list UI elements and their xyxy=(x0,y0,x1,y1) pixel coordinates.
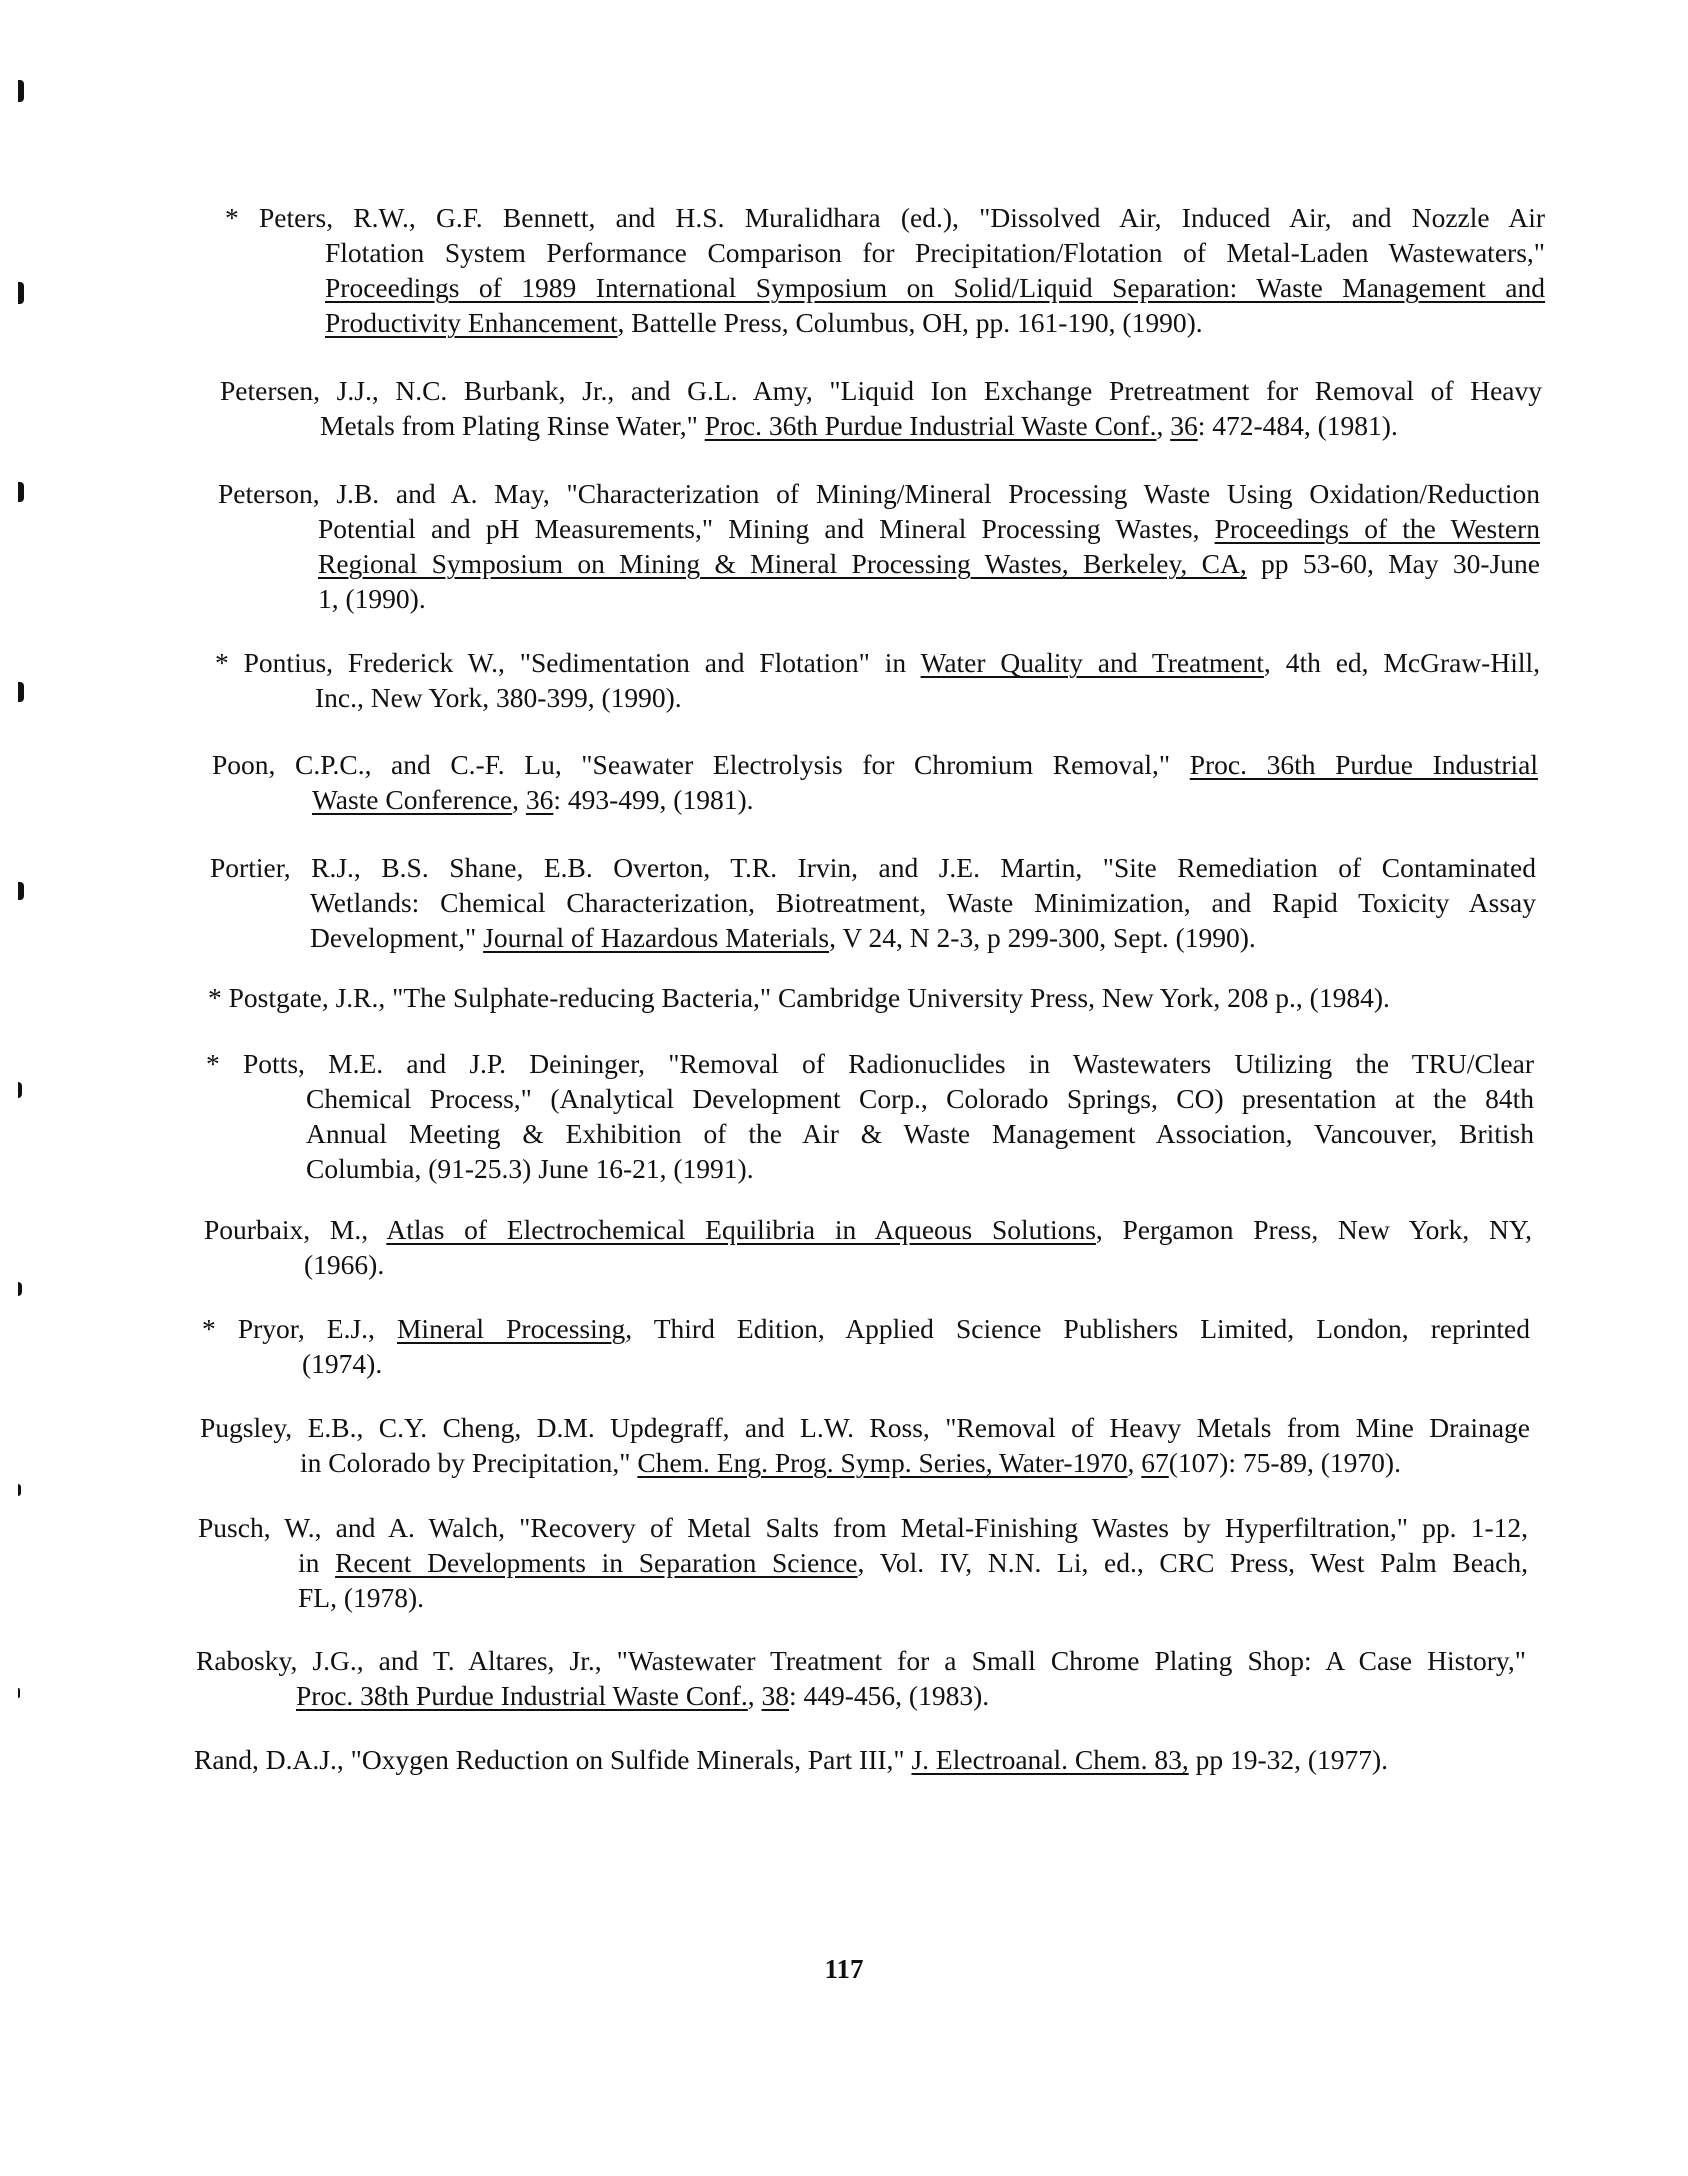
reference-entry xyxy=(210,850,1536,955)
underlined-title: Recent Developments in Separation Science xyxy=(335,1547,858,1578)
reference-entry xyxy=(206,1046,1534,1186)
reference-text: Rand, D.A.J., "Oxygen Reduction on Sulfide Minerals, Part III," xyxy=(194,1744,912,1775)
reference-text: Flotation System Performance Comparison for Precipitation/Flotation of Metal-Laden Wastewaters," xyxy=(325,237,1545,268)
reference-text: * Peters, R.W., G.F. Bennett, and H.S. Muralidhara (ed.), "Dissolved Air, Induced Air, and Nozzle Air xyxy=(225,202,1545,233)
underlined-title: Chem. Eng. Prog. Symp. Series, Water-1970 xyxy=(637,1447,1128,1478)
reference-text: Potential and pH Measurements," Mining and Mineral Processing Wastes, xyxy=(318,513,1215,544)
reference-line xyxy=(194,1742,1524,1777)
reference-text: pp 19-32, (1977). xyxy=(1188,1744,1389,1775)
reference-text: , Vol. IV, N.N. Li, ed., CRC Press, West Palm Beach, xyxy=(857,1547,1529,1578)
underlined-title: 36 xyxy=(1170,410,1198,441)
reference-text: , Third Edition, Applied Science Publishers Limited, London, reprinted xyxy=(625,1313,1530,1344)
underlined-title: Water Quality and Treatment xyxy=(920,647,1264,678)
underlined-title: Productivity Enhancement xyxy=(325,307,618,338)
underlined-title: Atlas of Electrochemical Equilibria in Aqueous Solutions xyxy=(386,1214,1096,1245)
reference-text: , xyxy=(1127,1447,1142,1478)
reference-line xyxy=(300,1445,1530,1480)
reference-line xyxy=(225,200,1545,235)
reference-entry xyxy=(202,1311,1530,1381)
page-number: 117 xyxy=(824,1954,864,1984)
reference-text: Pusch, W., and A. Walch, "Recovery of Metal Salts from Metal-Finishing Wastes by Hyperfiltration," pp. 1-12, xyxy=(198,1512,1528,1543)
reference-entry xyxy=(200,1410,1530,1480)
binding-mark xyxy=(18,1484,21,1496)
underlined-title: 36 xyxy=(525,784,554,815)
reference-line xyxy=(212,747,1538,782)
reference-text: , xyxy=(512,784,526,815)
reference-text: Peterson, J.B. and A. May, "Characterization of Mining/Mineral Processing Waste Using Oxidation/Reduction xyxy=(218,478,1540,509)
binding-mark xyxy=(18,1282,22,1296)
reference-line xyxy=(318,581,1540,616)
reference-text: : 493-499, (1981). xyxy=(553,784,754,815)
reference-line xyxy=(210,850,1536,885)
reference-line xyxy=(325,235,1545,270)
reference-text: Pourbaix, M., xyxy=(204,1214,387,1245)
binding-mark xyxy=(18,1688,20,1698)
reference-line xyxy=(325,270,1545,305)
reference-entry xyxy=(204,1212,1532,1282)
reference-text: Annual Meeting & Exhibition of the Air & Waste Management Association, Vancouver, British xyxy=(306,1118,1534,1149)
reference-line xyxy=(306,1081,1534,1116)
reference-line xyxy=(215,645,1540,680)
underlined-title: Waste Conference xyxy=(312,784,513,815)
underlined-title: Proc. 36th Purdue Industrial Waste Conf. xyxy=(704,410,1157,441)
binding-mark xyxy=(18,1082,22,1098)
reference-text: Chemical Process," (Analytical Development Corp., Colorado Springs, CO) presentation at the 84th xyxy=(306,1083,1534,1114)
reference-text: : 449-456, (1983). xyxy=(789,1680,990,1711)
reference-line xyxy=(304,1247,1532,1282)
reference-entry xyxy=(212,747,1538,817)
reference-line xyxy=(302,1346,1530,1381)
reference-text: (1974). xyxy=(302,1348,383,1379)
reference-entry xyxy=(194,1742,1524,1777)
reference-text: Metals from Plating Rinse Water," xyxy=(320,410,705,441)
reference-text: * Potts, M.E. and J.P. Deininger, "Removal of Radionuclides in Wastewaters Utilizing the TRU/Clear xyxy=(206,1048,1534,1079)
reference-line xyxy=(315,680,1540,715)
reference-line xyxy=(196,1643,1526,1678)
underlined-title: Regional Symposium on Mining & Mineral Processing Wastes, Berkeley, CA, xyxy=(318,548,1247,579)
reference-entry xyxy=(218,476,1540,616)
reference-text: Wetlands: Chemical Characterization, Biotreatment, Waste Minimization, and Rapid Toxicity Assay xyxy=(310,887,1536,918)
reference-line xyxy=(198,1510,1528,1545)
reference-text: (1966). xyxy=(304,1249,385,1280)
reference-text: , xyxy=(747,1680,762,1711)
reference-line xyxy=(206,1046,1534,1081)
underlined-title: Proceedings of 1989 International Symposium on Solid/Liquid Separation: Waste Management and xyxy=(325,272,1545,303)
reference-line xyxy=(298,1545,1528,1580)
reference-entry xyxy=(208,980,1534,1015)
reference-text: * Postgate, J.R., "The Sulphate-reducing Bacteria," Cambridge University Press, New York, 208 p., (1984). xyxy=(208,982,1390,1013)
reference-text: Inc., New York, 380-399, (1990). xyxy=(315,682,682,713)
reference-text: , Battelle Press, Columbus, OH, pp. 161-190, (1990). xyxy=(617,307,1203,338)
reference-line xyxy=(296,1678,1526,1713)
binding-mark xyxy=(18,682,24,702)
binding-mark xyxy=(18,482,24,502)
reference-line xyxy=(310,885,1536,920)
reference-entry xyxy=(215,645,1540,715)
reference-text: 1, (1990). xyxy=(318,583,426,614)
reference-text: , V 24, N 2-3, p 299-300, Sept. (1990). xyxy=(829,922,1256,953)
underlined-title: 38 xyxy=(761,1680,789,1711)
reference-entry xyxy=(196,1643,1526,1713)
binding-mark xyxy=(18,882,24,900)
binding-mark xyxy=(18,282,24,304)
reference-text: Rabosky, J.G., and T. Altares, Jr., "Wastewater Treatment for a Small Chrome Plating Shop: A Case History," xyxy=(196,1645,1526,1676)
underlined-title: Journal of Hazardous Materials xyxy=(483,922,830,953)
underlined-title: J. Electroanal. Chem. 83, xyxy=(911,1744,1189,1775)
reference-line xyxy=(200,1410,1530,1445)
reference-entry xyxy=(198,1510,1528,1615)
reference-text: : 472-484, (1981). xyxy=(1197,410,1398,441)
reference-text: * Pryor, E.J., xyxy=(202,1313,397,1344)
underlined-title: Proc. 36th Purdue Industrial xyxy=(1189,749,1538,780)
reference-text: Poon, C.P.C., and C.-F. Lu, "Seawater Electrolysis for Chromium Removal," xyxy=(212,749,1190,780)
underlined-title: Proc. 38th Purdue Industrial Waste Conf. xyxy=(296,1680,748,1711)
reference-text: Portier, R.J., B.S. Shane, E.B. Overton, T.R. Irvin, and J.E. Martin, "Site Remediation of Contaminated xyxy=(210,852,1536,883)
reference-text: Petersen, J.J., N.C. Burbank, Jr., and G.L. Amy, "Liquid Ion Exchange Pretreatment for Removal of Heavy xyxy=(220,375,1542,406)
reference-line xyxy=(218,476,1540,511)
reference-text: * Pontius, Frederick W., "Sedimentation and Flotation" in xyxy=(215,647,921,678)
reference-entry xyxy=(220,373,1542,443)
reference-text: (107): 75-89, (1970). xyxy=(1168,1447,1401,1478)
underlined-title: Mineral Processing xyxy=(396,1313,626,1344)
reference-text: , Pergamon Press, New York, NY, xyxy=(1095,1214,1533,1245)
reference-line xyxy=(310,920,1536,955)
reference-line xyxy=(298,1580,1528,1615)
reference-line xyxy=(306,1151,1534,1186)
binding-mark xyxy=(18,80,24,102)
underlined-title: 67 xyxy=(1141,1447,1169,1478)
reference-line xyxy=(318,511,1540,546)
reference-line xyxy=(312,782,1538,817)
reference-text: in Colorado by Precipitation," xyxy=(300,1447,638,1478)
reference-text: Pugsley, E.B., C.Y. Cheng, D.M. Updegraff, and L.W. Ross, "Removal of Heavy Metals from Mine Drainage xyxy=(200,1412,1530,1443)
reference-line xyxy=(208,980,1534,1015)
reference-entry xyxy=(225,200,1545,340)
reference-text: FL, (1978). xyxy=(298,1582,425,1613)
reference-text: pp 53-60, May 30-June xyxy=(1246,548,1540,579)
reference-line xyxy=(202,1311,1530,1346)
reference-text: Development," xyxy=(310,922,484,953)
reference-line xyxy=(306,1116,1534,1151)
underlined-title: Proceedings of the Western xyxy=(1214,513,1540,544)
reference-line xyxy=(220,373,1542,408)
reference-text: Columbia, (91-25.3) June 16-21, (1991). xyxy=(306,1153,754,1184)
reference-text: , 4th ed, McGraw-Hill, xyxy=(1263,647,1540,678)
reference-line xyxy=(318,546,1540,581)
reference-line xyxy=(204,1212,1532,1247)
reference-text: , xyxy=(1156,410,1171,441)
reference-line xyxy=(320,408,1542,443)
reference-line xyxy=(325,305,1545,340)
reference-text: in xyxy=(298,1547,336,1578)
